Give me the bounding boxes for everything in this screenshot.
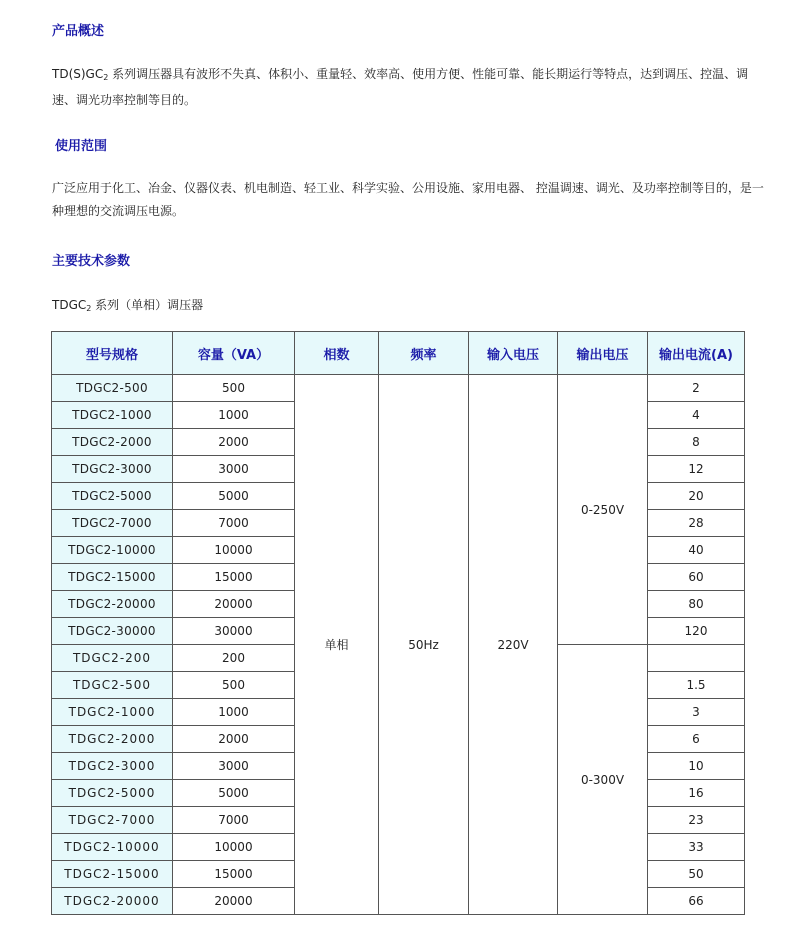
capacity-cell: 15000 <box>173 564 295 591</box>
current-cell: 1.5 <box>648 672 745 699</box>
current-cell: 80 <box>648 591 745 618</box>
overview-text-rest: 系列调压器具有波形不失真、体积小、重量轻、效率高、使用方便、性能可靠、能长期运行等特点，达到调压、控温、调速、调光功率控制等目的。 <box>52 67 749 107</box>
caption-sub: 2 <box>86 304 92 313</box>
current-cell: 2 <box>648 375 745 402</box>
scope-text: 广泛应用于化工、冶金、仪器仪表、机电制造、轻工业、科学实验、公用设施、家用电器、 控温调速、调光、及功率控制等目的，是一种理想的交流调压电源。 <box>52 181 764 218</box>
header-output-current: 输出电流(A) <box>648 332 745 375</box>
capacity-cell: 7000 <box>173 510 295 537</box>
caption-rest: 系列（单相）调压器 <box>91 298 204 312</box>
capacity-cell: 1000 <box>173 699 295 726</box>
current-cell: 8 <box>648 429 745 456</box>
output-voltage-cell: 0-250V <box>558 375 648 645</box>
section-title-specs: 主要技术参数 <box>52 254 131 269</box>
spec-table <box>51 331 745 915</box>
header-capacity: 容量（VA） <box>173 332 295 375</box>
capacity-cell: 500 <box>173 375 295 402</box>
capacity-cell: 30000 <box>173 618 295 645</box>
model-cell: TDGC2-7000 <box>52 510 173 537</box>
current-cell: 6 <box>648 726 745 753</box>
model-cell: TDGC2-200 <box>52 645 173 672</box>
current-cell: 10 <box>648 753 745 780</box>
table-caption <box>52 296 203 313</box>
model-cell: TDGC2-2000 <box>52 429 173 456</box>
phase-cell: 单相 <box>295 375 379 915</box>
section-title-overview: 产品概述 <box>52 24 105 39</box>
header-phase: 相数 <box>295 332 379 375</box>
capacity-cell: 3000 <box>173 456 295 483</box>
model-cell: TDGC2-30000 <box>52 618 173 645</box>
current-cell: 3 <box>648 699 745 726</box>
model-cell: TDGC2-1000 <box>52 699 173 726</box>
capacity-cell: 200 <box>173 645 295 672</box>
model-cell: TDGC2-3000 <box>52 753 173 780</box>
capacity-cell: 20000 <box>173 591 295 618</box>
model-cell: TDGC2-20000 <box>52 888 173 915</box>
capacity-cell: 7000 <box>173 807 295 834</box>
model-cell: TDGC2-3000 <box>52 456 173 483</box>
capacity-cell: 5000 <box>173 780 295 807</box>
current-cell: 23 <box>648 807 745 834</box>
header-input-voltage: 输入电压 <box>469 332 558 375</box>
current-cell: 40 <box>648 537 745 564</box>
header-output-voltage: 输出电压 <box>558 332 648 375</box>
model-cell: TDGC2-2000 <box>52 726 173 753</box>
model-cell: TDGC2-20000 <box>52 591 173 618</box>
overview-text-sub: 2 <box>103 73 109 82</box>
model-cell: TDGC2-5000 <box>52 780 173 807</box>
input-voltage-cell: 220V <box>469 375 558 915</box>
current-cell: 16 <box>648 780 745 807</box>
current-cell: 66 <box>648 888 745 915</box>
model-cell: TDGC2-10000 <box>52 834 173 861</box>
overview-text-prefix: TD(S)GC <box>52 67 104 81</box>
capacity-cell: 1000 <box>173 402 295 429</box>
current-cell: 33 <box>648 834 745 861</box>
frequency-cell: 50Hz <box>379 375 469 915</box>
capacity-cell: 5000 <box>173 483 295 510</box>
capacity-cell: 20000 <box>173 888 295 915</box>
current-cell: 28 <box>648 510 745 537</box>
caption-prefix: TDGC <box>52 298 87 312</box>
capacity-cell: 500 <box>173 672 295 699</box>
table-header-row <box>52 332 745 375</box>
model-cell: TDGC2-1000 <box>52 402 173 429</box>
current-cell <box>648 645 745 672</box>
current-cell: 20 <box>648 483 745 510</box>
current-cell: 60 <box>648 564 745 591</box>
table-row <box>52 375 745 402</box>
model-cell: TDGC2-5000 <box>52 483 173 510</box>
current-cell: 50 <box>648 861 745 888</box>
model-cell: TDGC2-15000 <box>52 861 173 888</box>
header-frequency: 频率 <box>379 332 469 375</box>
section-title-scope: 使用范围 <box>55 139 108 154</box>
model-cell: TDGC2-500 <box>52 375 173 402</box>
current-cell: 12 <box>648 456 745 483</box>
capacity-cell: 2000 <box>173 726 295 753</box>
current-cell: 120 <box>648 618 745 645</box>
capacity-cell: 15000 <box>173 861 295 888</box>
current-cell: 4 <box>648 402 745 429</box>
capacity-cell: 2000 <box>173 429 295 456</box>
model-cell: TDGC2-500 <box>52 672 173 699</box>
capacity-cell: 10000 <box>173 537 295 564</box>
header-model: 型号规格 <box>52 332 173 375</box>
overview-text <box>52 63 764 112</box>
model-cell: TDGC2-10000 <box>52 537 173 564</box>
capacity-cell: 10000 <box>173 834 295 861</box>
output-voltage-cell: 0-300V <box>558 645 648 915</box>
capacity-cell: 3000 <box>173 753 295 780</box>
model-cell: TDGC2-7000 <box>52 807 173 834</box>
model-cell: TDGC2-15000 <box>52 564 173 591</box>
